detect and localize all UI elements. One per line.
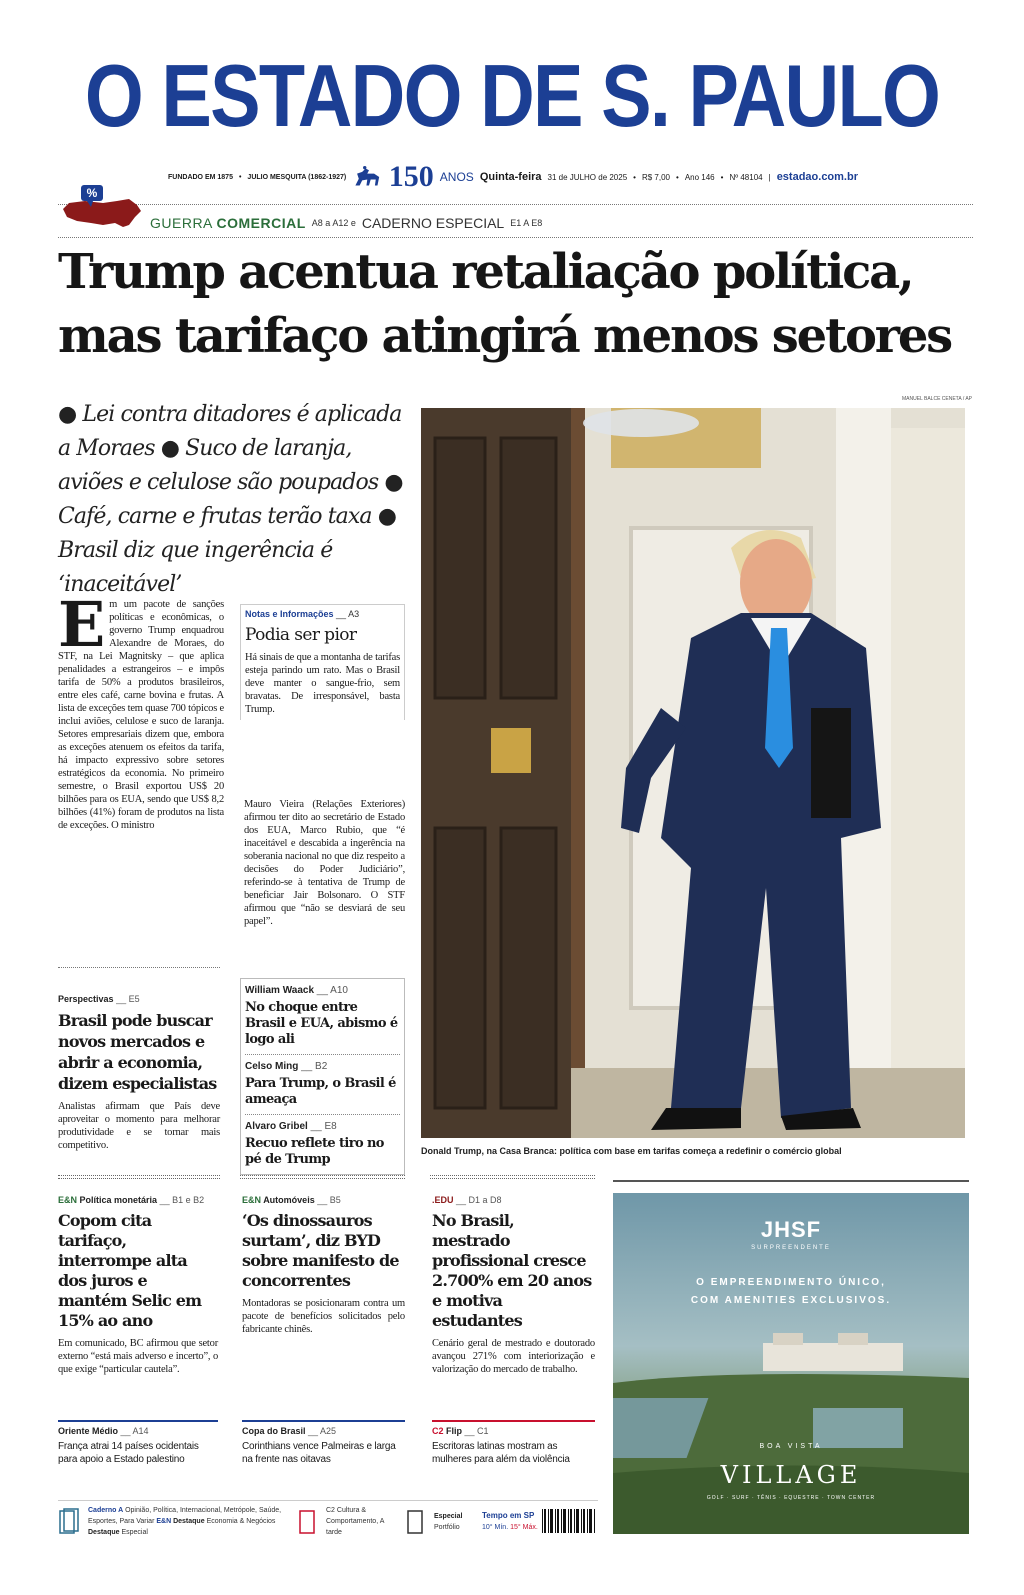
ad-village: VILLAGE: [720, 1461, 862, 1489]
divider: [613, 1180, 969, 1182]
notas-page: A3: [348, 609, 360, 619]
notas-box[interactable]: Notas e Informações __ A3 Podia ser pior Há sinais de que a montanha de tarifas esteja parindo um rato. Mas o Brasil deve manter o sangue-frio, sem bravatas. De irresponsável, basta Trump.: [240, 604, 405, 720]
section-bar: [58, 210, 973, 236]
main-headline[interactable]: Trump acentua retaliação política, mas tarifaço atingirá menos setores: [58, 244, 952, 364]
deck-item: Café, carne e frutas terão taxa: [58, 504, 372, 529]
story-text: Em comunicado, BC afirmou que setor externo “está mais adverso e incerto”, o que exige “particular cautela”.: [58, 1338, 218, 1375]
story-title: No Brasil, mestrado profissional cresce 2.700% em 20 anos e motiva estudantes: [432, 1211, 592, 1330]
divider: [58, 237, 973, 238]
svg-text:%: %: [86, 186, 98, 200]
divider: [58, 204, 973, 205]
columnist-item[interactable]: Alvaro Gribel __ E8 Recuo reflete tiro no pé de Trump: [245, 1121, 400, 1168]
photo-illustration: [421, 408, 965, 1138]
persp-page: E5: [128, 994, 140, 1004]
special-section-link[interactable]: CADERNO ESPECIAL: [361, 215, 505, 231]
dateline: FUNDADO EM 1875 • JULIO MESQUITA (1862-1927) 150 ANOS Quinta-feira 31 de JULHO de 2025 • R$ 7,00 • Ano 146 • Nº 48104 | estadao.com.br: [168, 160, 858, 193]
section-pages: A8 a A12 e: [311, 218, 356, 228]
columnist-title: Para Trump, o Brasil é ameaça: [245, 1076, 396, 1107]
headline-deck: ● Lei contra ditadores é aplicada a Moraes ● Suco de laranja, aviões e celulose são poupados ● Café, carne e frutas terão taxa ● Brasil diz que ingerência é ‘inaceitável’: [58, 402, 403, 597]
lead-text: m um pacote de sanções políticas e econômicas, o governo Trump enquadrou Alexandre de Moraes, do STF, na Lei Magnitsky – que aplica penalidades a estrangeiros – e impôs tarifa de 50% a produtos brasileiros, entre eles café, carne bovina e frutas. A lista de exceções tem quase 700 tópicos e inclui aviões, celulose e suco de laranja. Setores empresariais dizem que, embora as exceções atenuem os efeitos da tarifa, há impacto expressivo sobre setores estratégicos da economia. No primeiro semestre, o Brasil exportou US$ 20 bilhões para os EUA, sendo que US$ 8,2 bilhões (41%) foram de produtos na lista de exceções. O ministro: [58, 599, 224, 831]
columnist-item[interactable]: William Waack __ A10 No choque entre Brasil e EUA, abismo é logo ali: [245, 985, 400, 1055]
photo-credit: MANUEL BALCE CENETA / AP: [901, 396, 972, 402]
especial-icon: [404, 1507, 426, 1537]
columnist-item[interactable]: Celso Ming __ B2 Para Trump, o Brasil é ameaça: [245, 1061, 400, 1115]
ad-tagline-2: COM AMENITIES EXCLUSIVOS.: [690, 1295, 892, 1306]
section-tag[interactable]: GUERRA COMERCIAL: [150, 215, 306, 231]
founder-text: JULIO MESQUITA (1862-1927): [247, 173, 347, 181]
sections-footer: [58, 1500, 598, 1542]
brief-oriente-medio[interactable]: Oriente Médio __ A14 França atrai 14 países ocidentais para apoio a Estado palestino: [58, 1420, 218, 1466]
divider: [430, 1175, 595, 1179]
story-copom[interactable]: E&N Política monetária __ B1 e B2 Copom cita tarifaço, interrompe alta dos juros e mantém Selic em 15% ao ano Em comunicado, BC afirmou que setor externo “está mais adverso e incerto”, o que exige “particular cautela”.: [58, 1195, 218, 1375]
year-text: Ano 146: [684, 172, 715, 182]
persp-kicker: Perspectivas: [58, 994, 114, 1004]
anniversary-number: 150: [388, 160, 434, 193]
issue-text: Nº 48104: [729, 172, 763, 182]
special-pages: E1 A E8: [510, 218, 543, 228]
founded-text: FUNDADO EM 1875: [168, 173, 233, 181]
columnist-title: Recuo reflete tiro no pé de Trump: [245, 1136, 384, 1167]
ad-tagline-1: O EMPREENDIMENTO ÚNICO,: [696, 1277, 886, 1288]
deck-item: Brasil diz que ingerência é ‘inaceitável’: [58, 538, 333, 597]
notas-kicker: Notas e Informações: [245, 609, 334, 619]
brief-text: França atrai 14 países ocidentais para apoio a Estado palestino: [58, 1441, 199, 1465]
lead-continuation: Mauro Vieira (Relações Exteriores) afirmou ter dito ao secretário de Estado dos EUA, Marco Rubio, que “é inaceitável e descabida a ingerência na soberania nacional no que diz respeito a decisões do Poder Judiciário”, referindo-se à tentativa de Trump de beneficiar Jair Bolsonaro. O STF afirmou que “não se desviará de seu papel”.: [244, 799, 405, 927]
perspectivas-story[interactable]: Perspectivas __ E5 Brasil pode buscar novos mercados e abrir a economia, dizem especialistas Analistas afirmam que País deve aproveitar o momento para melhorar produtividade e se tornar mais competitivo.: [58, 994, 220, 1151]
anniversary-word: ANOS: [439, 170, 474, 184]
story-text: Montadoras se posicionaram contra um pacote de benefícios solicitados pelo fabricante chinês.: [242, 1298, 405, 1335]
horse-rider-icon: [352, 163, 383, 191]
jhsf-advertisement[interactable]: [613, 1193, 969, 1534]
photo-caption: Donald Trump, na Casa Branca: política com base em tarifas começa a redefinir o comércio global: [421, 1146, 842, 1156]
c2-icon: [296, 1507, 318, 1537]
footer-c2[interactable]: C2 Cultura & Comportamento, A tarde: [326, 1507, 384, 1536]
footer-caderno-a[interactable]: Caderno A Opinião, Política, Internacional, Metrópole, Saúde, Esportes, Para Variar E&N Destaque Economia & Negócios Destaque Especial: [88, 1507, 282, 1536]
persp-text: Analistas afirmam que País deve aproveitar o momento para melhorar produtividade e se tornar mais competitivo.: [58, 1101, 220, 1151]
masthead: [0, 46, 1024, 145]
ad-brand-sub: SURPREENDENTE: [751, 1245, 831, 1251]
story-byd[interactable]: E&N Automóveis __ B5 ‘Os dinossauros surtam’, diz BYD sobre manifesto de concorrentes Montadoras se posicionaram contra um pacote de benefícios solicitados pelo fabricante chinês.: [242, 1195, 405, 1335]
deck-item: Suco de laranja, aviões e celulose são poupados: [58, 436, 379, 495]
story-text: Cenário geral de mestrado e doutorado avançou 271% com interiorização e valorização do mercado de trabalho.: [432, 1338, 595, 1375]
price-text: R$ 7,00: [641, 172, 670, 182]
divider: [240, 1175, 405, 1179]
story-title: Copom cita tarifaço, interrompe alta dos juros e mantém Selic em 15% ao ano: [58, 1211, 202, 1330]
ad-village-top: BOA VISTA: [759, 1443, 823, 1450]
notas-text: Há sinais de que a montanha de tarifas esteja parindo um rato. Mas o Brasil deve manter o sangue-frio, sem bravatas. De irresponsável, basta Trump.: [245, 652, 400, 715]
deck-item: Lei contra ditadores é aplicada a Moraes: [58, 402, 402, 461]
ad-brand: JHSF: [760, 1217, 822, 1242]
footer-especial[interactable]: Especial Portfólio: [434, 1512, 463, 1531]
trump-photo[interactable]: [421, 408, 965, 1138]
lead-story: [58, 588, 224, 832]
brief-text: Corinthians vence Palmeiras e larga na frente nas oitavas: [242, 1441, 396, 1465]
newspaper-icon: [58, 1507, 80, 1537]
weekday: Quinta-feira: [479, 171, 542, 183]
site-link[interactable]: estadao.com.br: [776, 171, 858, 183]
dropcap: E: [58, 588, 106, 661]
columnist-title: No choque entre Brasil e EUA, abismo é logo ali: [245, 1000, 398, 1047]
brief-copa-do-brasil[interactable]: Copa do Brasil __ A25 Corinthians vence Palmeiras e larga na frente nas oitavas: [242, 1420, 405, 1466]
brief-flip[interactable]: C2 Flip __ C1 Escritoras latinas mostram as mulheres para além da violência: [432, 1420, 595, 1466]
barcode: [540, 1505, 598, 1539]
newspaper-title: O ESTADO DE S. PAULO: [84, 46, 940, 145]
weather-widget: Tempo em SP 10° Mín. 15° Máx.: [482, 1511, 538, 1531]
brief-text: Escritoras latinas mostram as mulheres para além da violência: [432, 1441, 570, 1465]
ad-village-bottom: GOLF · SURF · TÊNIS · EQUESTRE · TOWN CENTER: [706, 1495, 876, 1501]
divider: [58, 1175, 220, 1179]
columnists-box: [240, 978, 405, 1175]
persp-title: Brasil pode buscar novos mercados e abrir a economia, dizem especialistas: [58, 1011, 217, 1093]
story-mestrado[interactable]: .EDU __ D1 a D8 No Brasil, mestrado profissional cresce 2.700% em 20 anos e motiva estudantes Cenário geral de mestrado e doutorado avançou 271% com interiorização e valorização do mercado de trabalho.: [432, 1195, 595, 1375]
story-title: ‘Os dinossauros surtam’, diz BYD sobre manifesto de concorrentes: [242, 1211, 399, 1290]
notas-title: Podia ser pior: [245, 625, 357, 645]
date-text: 31 de JULHO de 2025: [547, 172, 628, 182]
divider: [58, 967, 220, 968]
